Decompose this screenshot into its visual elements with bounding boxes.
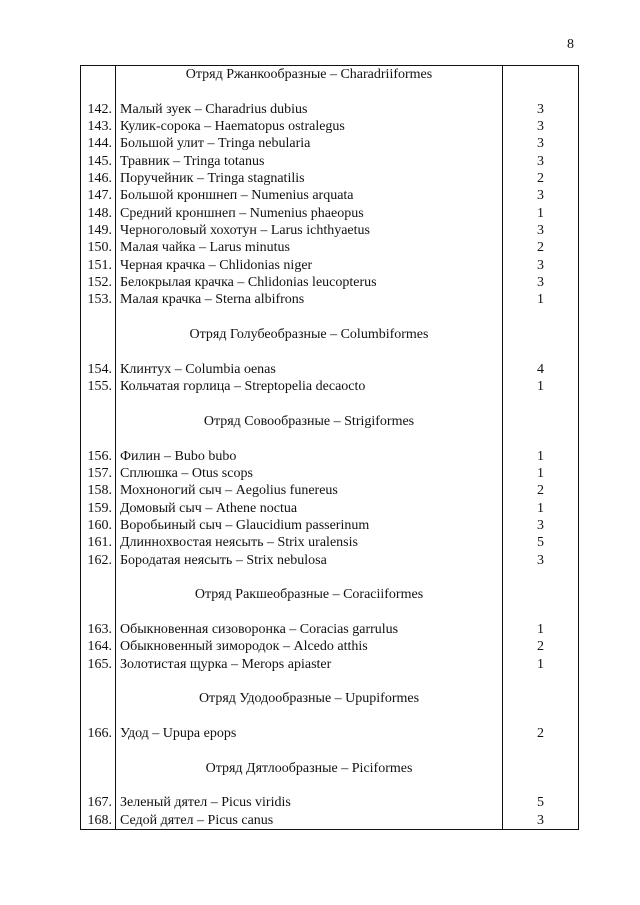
order-title: Отряд Ракшеобразные – Coraciiformes [116, 586, 503, 603]
table-row [81, 361, 579, 378]
status-value: 2 [503, 482, 579, 499]
species-name: Длиннохвостая неясыть – Strix uralensis [116, 534, 503, 551]
status-value: 3 [503, 222, 579, 239]
spacer-row [81, 777, 579, 794]
species-name: Кулик-сорока – Haematopus ostralegus [116, 118, 503, 135]
spacer-cell [81, 673, 116, 690]
row-number: 167. [81, 794, 116, 811]
table-row [81, 170, 579, 187]
table-row [81, 638, 579, 655]
species-name: Домовый сыч – Athene noctua [116, 500, 503, 517]
table-row [81, 222, 579, 239]
species-name: Бородатая неясыть – Strix nebulosa [116, 552, 503, 569]
table-row [81, 187, 579, 204]
order-heading-num-cell [81, 326, 116, 343]
spacer-cell [503, 396, 579, 413]
table-row [81, 153, 579, 170]
row-number: 160. [81, 517, 116, 534]
status-value: 2 [503, 170, 579, 187]
row-number: 150. [81, 239, 116, 256]
species-name: Воробьиный сыч – Glaucidium passerinum [116, 517, 503, 534]
row-number: 145. [81, 153, 116, 170]
spacer-cell [81, 430, 116, 447]
status-value: 1 [503, 500, 579, 517]
row-number: 151. [81, 257, 116, 274]
status-value: 3 [503, 153, 579, 170]
table-row [81, 812, 579, 830]
row-number: 158. [81, 482, 116, 499]
row-number: 162. [81, 552, 116, 569]
species-name: Травник – Tringa totanus [116, 153, 503, 170]
spacer-cell [81, 708, 116, 725]
spacer-cell [503, 742, 579, 759]
table-row [81, 118, 579, 135]
status-value: 5 [503, 794, 579, 811]
species-name: Малый зуек – Charadrius dubius [116, 101, 503, 118]
status-value: 1 [503, 378, 579, 395]
species-name: Белокрылая крачка – Chlidonias leucopterus [116, 274, 503, 291]
table-row [81, 448, 579, 465]
spacer-cell [116, 569, 503, 586]
order-heading-num-cell [81, 760, 116, 777]
spacer-cell [503, 430, 579, 447]
species-name: Малая крачка – Sterna albifrons [116, 291, 503, 308]
spacer-row [81, 708, 579, 725]
spacer-cell [81, 396, 116, 413]
species-name: Большой улит – Tringa nebularia [116, 135, 503, 152]
table-row [81, 257, 579, 274]
order-heading-row [81, 586, 579, 603]
spacer-cell [81, 83, 116, 100]
species-table-body [81, 66, 579, 830]
species-name: Кольчатая горлица – Streptopelia decaocto [116, 378, 503, 395]
spacer-cell [116, 604, 503, 621]
status-value: 1 [503, 621, 579, 638]
spacer-row [81, 742, 579, 759]
species-name: Зеленый дятел – Picus viridis [116, 794, 503, 811]
table-row [81, 239, 579, 256]
status-value: 1 [503, 205, 579, 222]
spacer-cell [81, 569, 116, 586]
spacer-row [81, 396, 579, 413]
table-row [81, 500, 579, 517]
spacer-cell [81, 777, 116, 794]
spacer-row [81, 430, 579, 447]
order-heading-value-cell [503, 413, 579, 430]
order-title: Отряд Голубеобразные – Columbiformes [116, 326, 503, 343]
spacer-cell [503, 344, 579, 361]
spacer-cell [81, 344, 116, 361]
order-title: Отряд Удодообразные – Upupiformes [116, 690, 503, 707]
order-heading-value-cell [503, 690, 579, 707]
row-number: 152. [81, 274, 116, 291]
table-row [81, 552, 579, 569]
status-value: 3 [503, 257, 579, 274]
order-heading-row [81, 760, 579, 777]
spacer-cell [116, 742, 503, 759]
status-value: 3 [503, 101, 579, 118]
spacer-cell [503, 673, 579, 690]
order-heading-row [81, 690, 579, 707]
spacer-row [81, 673, 579, 690]
row-number: 159. [81, 500, 116, 517]
species-name: Большой кроншнеп – Numenius arquata [116, 187, 503, 204]
spacer-cell [116, 309, 503, 326]
species-table [80, 65, 579, 830]
spacer-cell [503, 777, 579, 794]
spacer-cell [116, 430, 503, 447]
status-value: 4 [503, 361, 579, 378]
spacer-row [81, 83, 579, 100]
row-number: 155. [81, 378, 116, 395]
row-number: 163. [81, 621, 116, 638]
row-number: 146. [81, 170, 116, 187]
spacer-cell [116, 673, 503, 690]
status-value: 3 [503, 552, 579, 569]
order-title: Отряд Дятлообразные – Piciformes [116, 760, 503, 777]
order-heading-num-cell [81, 413, 116, 430]
spacer-cell [81, 604, 116, 621]
row-number: 148. [81, 205, 116, 222]
order-heading-row [81, 66, 579, 84]
status-value: 1 [503, 656, 579, 673]
species-name: Сплюшка – Otus scops [116, 465, 503, 482]
spacer-cell [81, 309, 116, 326]
species-name: Удод – Upupa epops [116, 725, 503, 742]
table-row [81, 135, 579, 152]
species-name: Золотистая щурка – Merops apiaster [116, 656, 503, 673]
spacer-cell [81, 742, 116, 759]
order-title: Отряд Совообразные – Strigiformes [116, 413, 503, 430]
table-row [81, 725, 579, 742]
order-heading-num-cell [81, 66, 116, 84]
species-name: Средний кроншнеп – Numenius phaeopus [116, 205, 503, 222]
status-value: 2 [503, 725, 579, 742]
row-number: 165. [81, 656, 116, 673]
species-name: Обыкновенная сизоворонка – Coracias garrulus [116, 621, 503, 638]
row-number: 154. [81, 361, 116, 378]
page-number: 8 [567, 37, 574, 52]
row-number: 161. [81, 534, 116, 551]
spacer-cell [503, 309, 579, 326]
species-name: Черноголовый хохотун – Larus ichthyaetus [116, 222, 503, 239]
table-row [81, 656, 579, 673]
order-heading-row [81, 413, 579, 430]
species-name: Обыкновенный зимородок – Alcedo atthis [116, 638, 503, 655]
spacer-cell [503, 569, 579, 586]
row-number: 168. [81, 812, 116, 830]
spacer-row [81, 569, 579, 586]
table-row [81, 482, 579, 499]
row-number: 156. [81, 448, 116, 465]
spacer-cell [503, 604, 579, 621]
status-value: 1 [503, 465, 579, 482]
spacer-row [81, 309, 579, 326]
row-number: 143. [81, 118, 116, 135]
species-name: Черная крачка – Chlidonias niger [116, 257, 503, 274]
order-heading-num-cell [81, 586, 116, 603]
row-number: 153. [81, 291, 116, 308]
spacer-cell [503, 83, 579, 100]
order-heading-value-cell [503, 760, 579, 777]
status-value: 3 [503, 187, 579, 204]
table-row [81, 205, 579, 222]
row-number: 164. [81, 638, 116, 655]
order-heading-value-cell [503, 586, 579, 603]
status-value: 3 [503, 812, 579, 830]
table-row [81, 534, 579, 551]
table-row [81, 101, 579, 118]
row-number: 147. [81, 187, 116, 204]
spacer-cell [116, 708, 503, 725]
species-name: Филин – Bubo bubo [116, 448, 503, 465]
spacer-cell [116, 344, 503, 361]
status-value: 3 [503, 135, 579, 152]
spacer-cell [116, 396, 503, 413]
table-row [81, 465, 579, 482]
order-heading-row [81, 326, 579, 343]
row-number: 157. [81, 465, 116, 482]
table-row [81, 794, 579, 811]
row-number: 142. [81, 101, 116, 118]
row-number: 166. [81, 725, 116, 742]
order-heading-value-cell [503, 66, 579, 84]
table-row [81, 517, 579, 534]
species-name: Клинтух – Columbia oenas [116, 361, 503, 378]
species-name: Седой дятел – Picus canus [116, 812, 503, 830]
spacer-cell [503, 708, 579, 725]
table-row [81, 274, 579, 291]
status-value: 3 [503, 118, 579, 135]
status-value: 1 [503, 448, 579, 465]
status-value: 1 [503, 291, 579, 308]
spacer-row [81, 604, 579, 621]
status-value: 3 [503, 517, 579, 534]
status-value: 2 [503, 638, 579, 655]
status-value: 2 [503, 239, 579, 256]
status-value: 3 [503, 274, 579, 291]
spacer-cell [116, 83, 503, 100]
row-number: 144. [81, 135, 116, 152]
spacer-cell [116, 777, 503, 794]
order-heading-value-cell [503, 326, 579, 343]
table-row [81, 621, 579, 638]
order-title: Отряд Ржанкообразные – Charadriiformes [116, 66, 503, 84]
species-name: Поручейник – Tringa stagnatilis [116, 170, 503, 187]
species-name: Малая чайка – Larus minutus [116, 239, 503, 256]
spacer-row [81, 344, 579, 361]
status-value: 5 [503, 534, 579, 551]
species-name: Мохноногий сыч – Aegolius funereus [116, 482, 503, 499]
row-number: 149. [81, 222, 116, 239]
order-heading-num-cell [81, 690, 116, 707]
table-row [81, 378, 579, 395]
table-row [81, 291, 579, 308]
